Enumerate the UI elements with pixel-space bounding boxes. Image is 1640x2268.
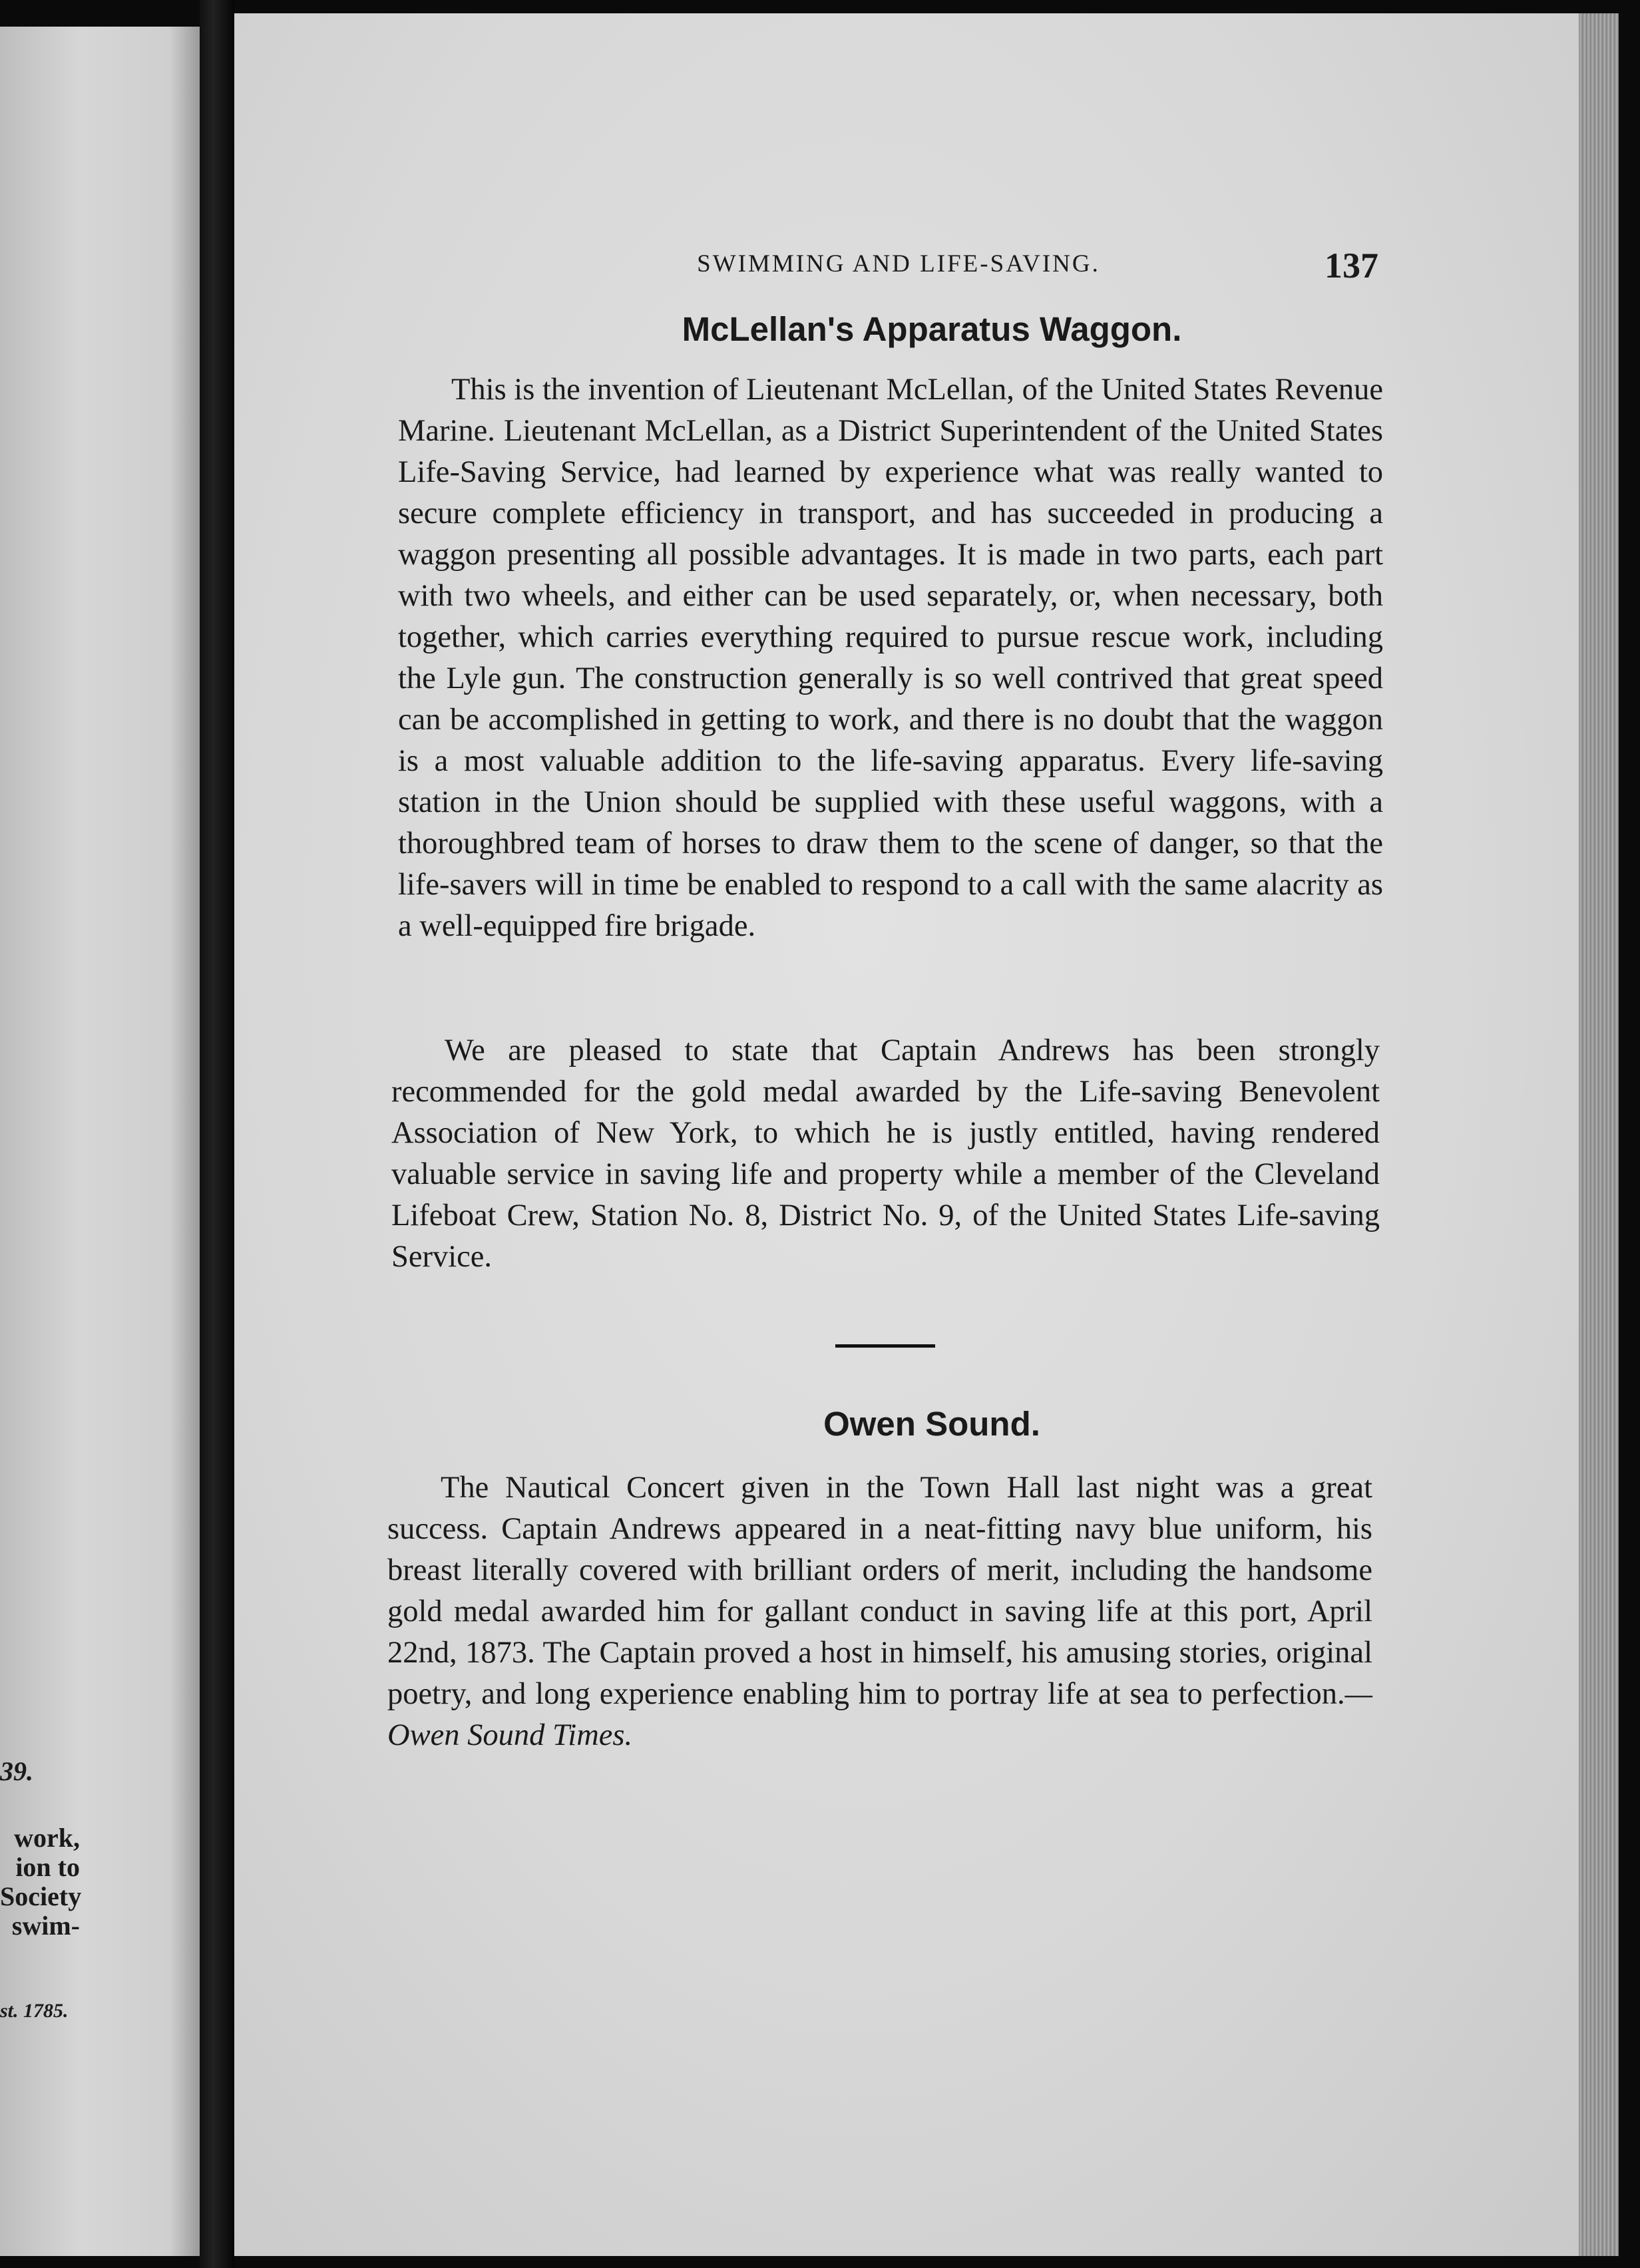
left-page-text-fragment [0, 1823, 80, 1941]
left-page-line: Society [0, 1881, 82, 1911]
concert-text: The Nautical Concert given in the Town Hall last night was a great success. Captain Andrews appeared in a neat-fitting navy blue uniform, his breast literally covered with brilliant orders of merit, including the handsome gold medal awarded him for gallant conduct in saving life at this port, April 22nd, 1873. The Captain proved a host in himself, his amusing stories, original poetry, and long experience enabling him to portray life at sea to perfection. [387, 1471, 1372, 1711]
paragraph-gold-medal: We are pleased to state that Captain Andrews has been strongly recommended for the gold medal awarded by the Life-saving Benevolent Association of New York, to which he is justly entitled, having rendered valuable service in saving life and property while a member of the Cleveland Lifeboat Crew, Station No. 8, District No. 9, of the United States Life-saving Service. [391, 1034, 1380, 1274]
left-page-number-fragment: 39. [0, 1756, 33, 1786]
page-number: 137 [1325, 246, 1378, 285]
left-page-date-fragment: st. 1785. [0, 2000, 69, 2022]
left-page-line: swim- [11, 1911, 80, 1941]
left-facing-page [0, 27, 200, 2256]
newspaper-attribution: —Owen Sound Times. [387, 1677, 1372, 1752]
page-edge [1579, 13, 1619, 2256]
left-page-line: ion to [15, 1852, 80, 1882]
book-gutter [200, 0, 234, 2268]
paragraph-nautical-concert [387, 1467, 1372, 1756]
section-divider [835, 1344, 935, 1348]
running-head: SWIMMING AND LIFE-SAVING. [697, 250, 1100, 278]
section-title-apparatus-waggon: McLellan's Apparatus Waggon. [682, 310, 1182, 348]
left-page-line: work, [14, 1823, 80, 1853]
section-title-owen-sound: Owen Sound. [823, 1405, 1040, 1443]
paragraph-invention: This is the invention of Lieutenant McLellan, of the United States Revenue Marine. Lieutenant McLellan, as a District Superintendent of the United States Life-Saving Service, had learned by experience what was really wanted to secure complete efficiency in transport, and has succeeded in producing a waggon presenting all possible advantages. It is made in two parts, each part with two wheels, and either can be used separately, or, when necessary, both together, which carries everything required to pursue rescue work, including the Lyle gun. The construction generally is so well contrived that great speed can be accomplished in getting to work, and there is no doubt that the waggon is a most valuable addition to the life-saving apparatus. Every life-saving station in the Union should be supplied with these useful waggons, with a thoroughbred team of horses to draw them to the scene of danger, so that the life-savers will in time be enabled to respond to a call with the same alacrity as a well-equipped fire brigade. [398, 373, 1383, 943]
